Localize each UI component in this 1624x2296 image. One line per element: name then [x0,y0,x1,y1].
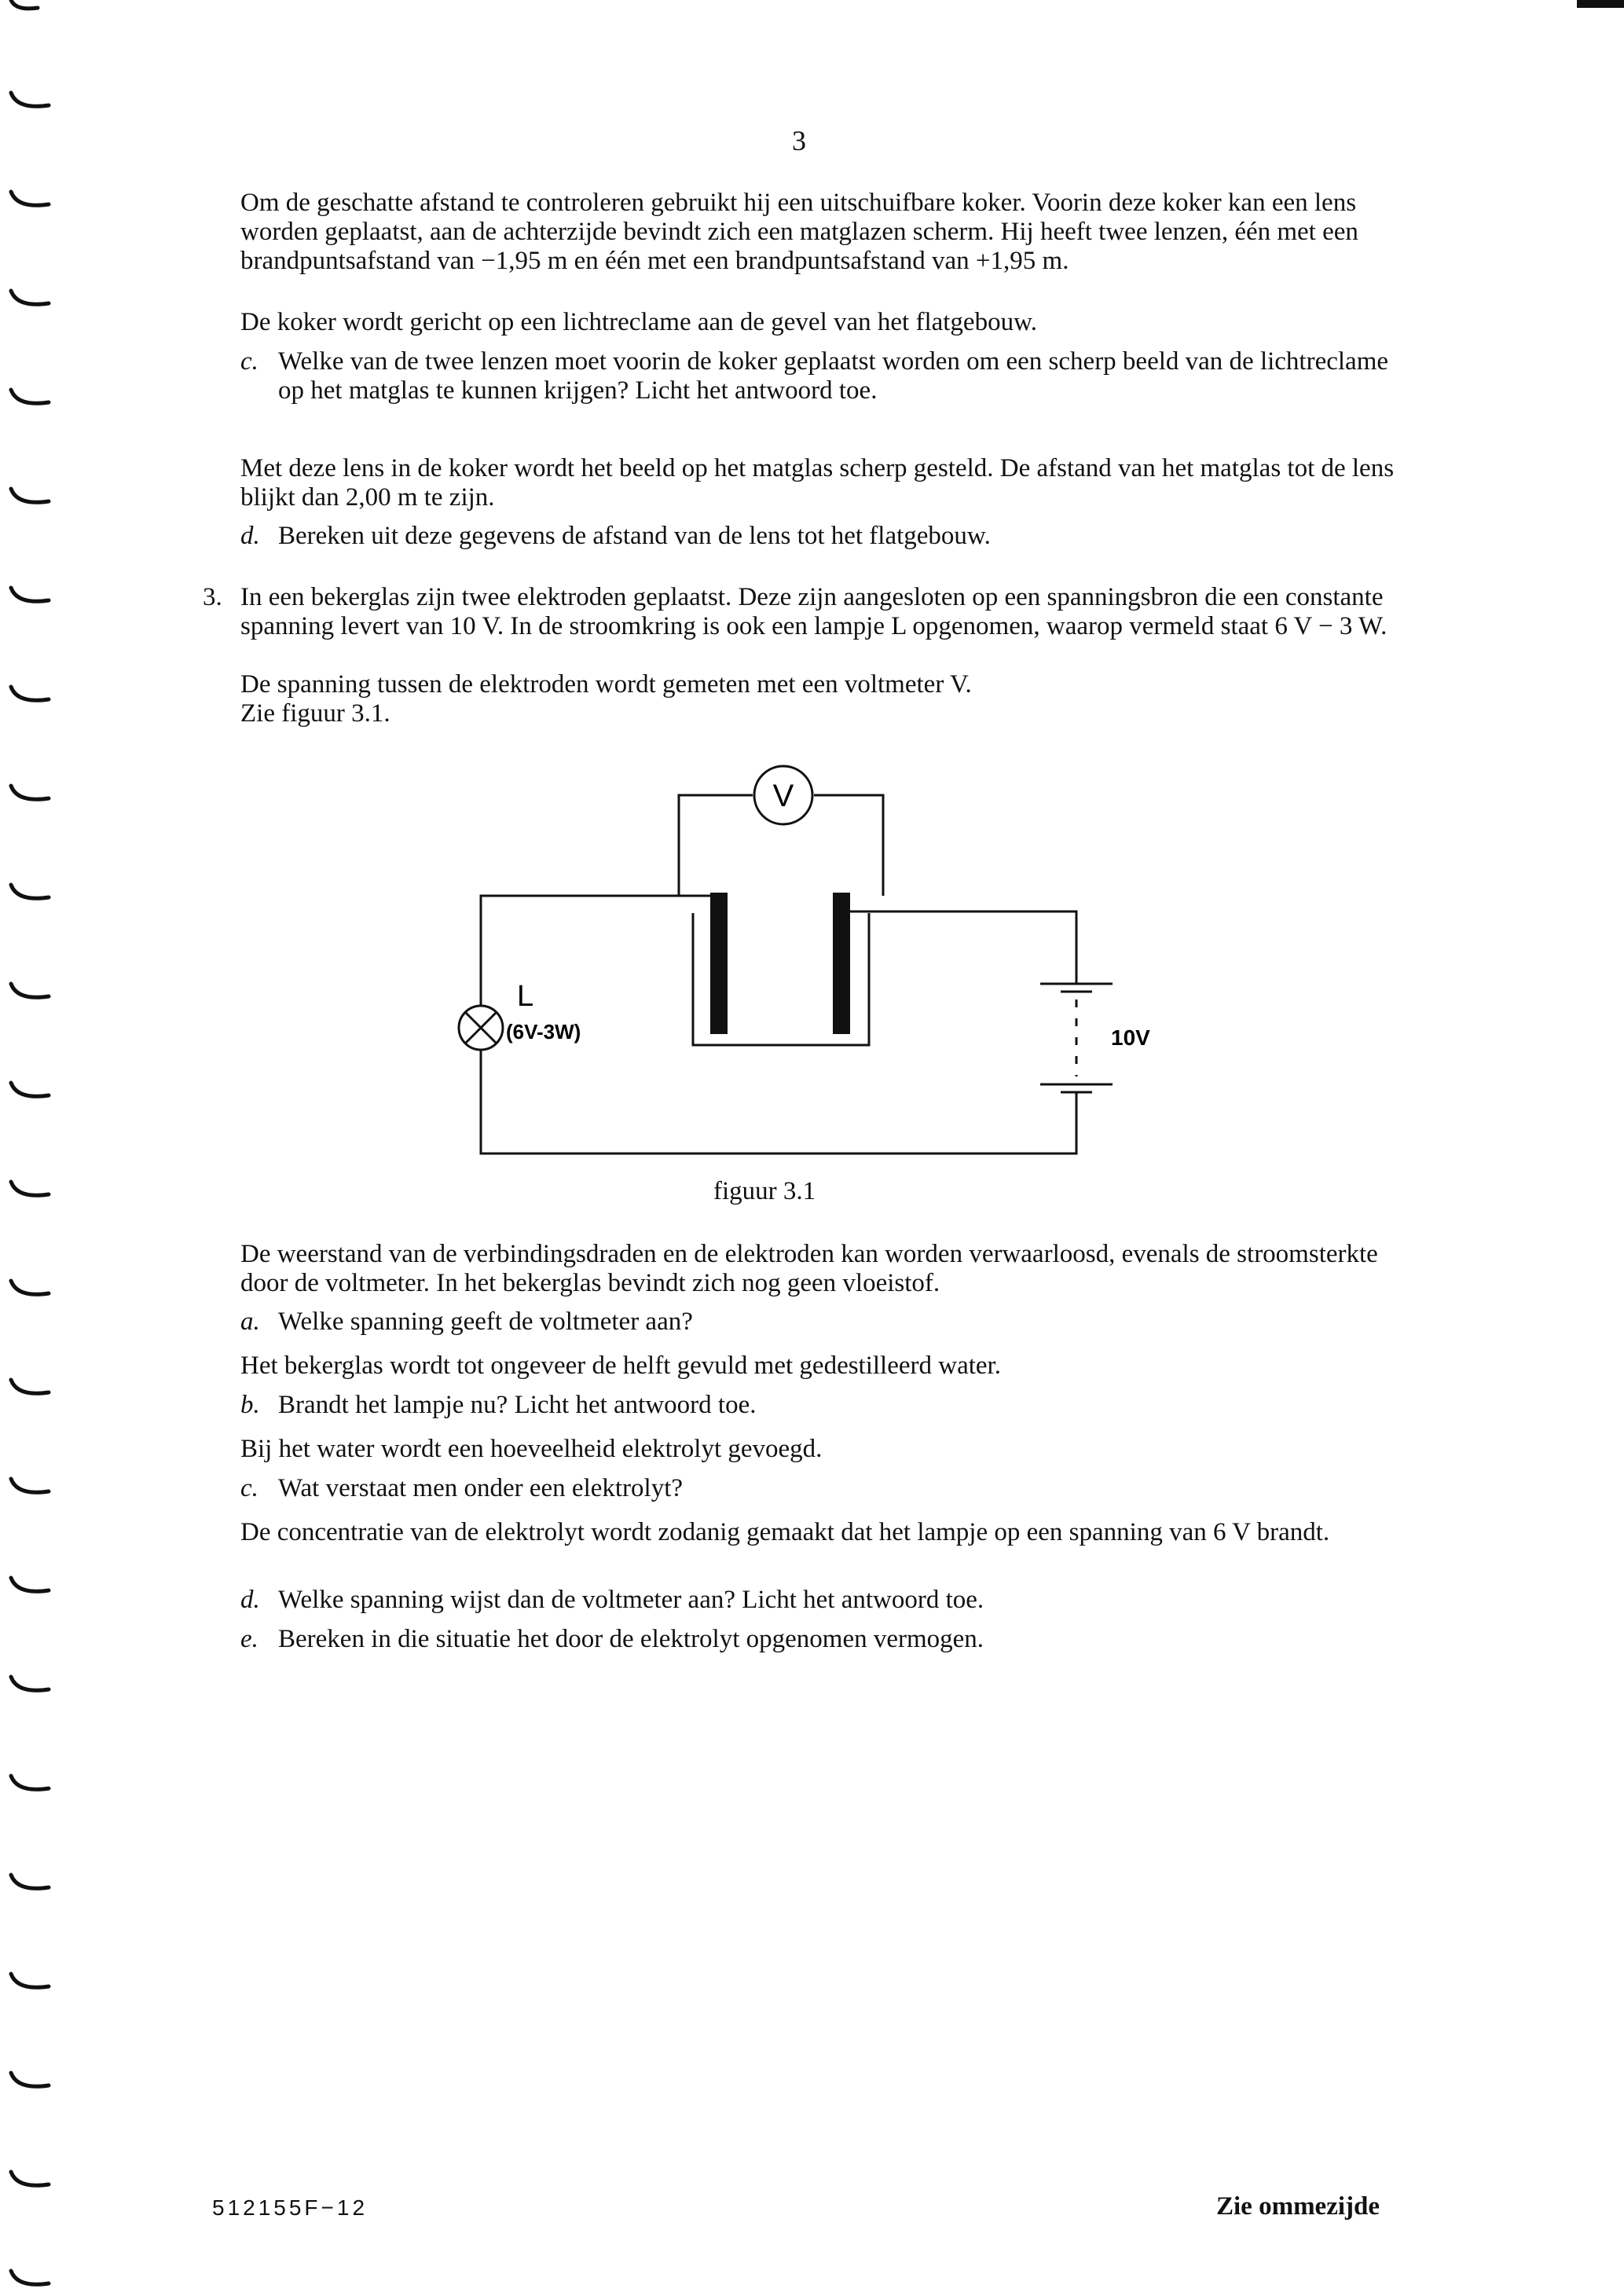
question-letter: d. [240,522,260,550]
electrode-right [833,893,850,1034]
question-letter: a. [240,1308,260,1336]
lamp-label: L [517,980,534,1013]
question-text: Welke spanning wijst dan de voltmeter aan? Licht het antwoord toe. [278,1586,984,1614]
question-number: 3. [203,583,222,611]
question-text: Welke spanning geeft de voltmeter aan? [278,1308,693,1336]
q3-paragraph-3: Zie figuur 3.1. [240,699,390,728]
question-text: Bereken in die situatie het door de elektrolyt opgenomen vermogen. [278,1625,984,1653]
q3-question-b [240,1391,1395,1420]
lamp-rating-label: (6V-3W) [506,1020,581,1043]
q3-paragraph-4: De weerstand van de verbindingsdraden en de elektroden kan worden verwaarloosd, evenals de stroomsterkte door de voltmeter. In het bekerglas bevindt zich nog geen vloeistof. [240,1240,1378,1297]
voltmeter-wire [679,795,753,896]
q3-question-c [240,1474,1395,1503]
intro-paragraph-1: Om de geschatte afstand te controleren gebruikt hij een uitschuifbare koker. Voorin deze koker kan een lens worden geplaatst, aan de achterzijde bevindt zich een matglazen scherm. Hij heeft twee lenzen, één met een brandpuntsafstand van −1,95 m en één met een brandpuntsafstand van +1,95 m. [240,189,1358,275]
question-text: Brandt het lampje nu? Licht het antwoord toe. [278,1391,757,1419]
intro-question-d [240,522,1395,551]
q3-paragraph-1: In een bekerglas zijn twee elektroden geplaatst. Deze zijn aangesloten op een spanningsbron die een constante spanning levert van 10 V. In de stroomkring is ook een lampje L opgenomen, waarop vermeld staat 6 V − 3 W. [240,583,1388,640]
question-letter: d. [240,1586,260,1614]
question-letter: c. [240,347,258,376]
electrode-left [710,893,728,1034]
q3-paragraph-5: Het bekerglas wordt tot ongeveer de helft gevuld met gedestilleerd water. [240,1352,1001,1380]
lamp-cross [465,1012,497,1043]
question-letter: b. [240,1391,260,1419]
page-number: 3 [792,125,806,156]
circuit-wire [849,911,1076,984]
q3-paragraph-2: De spanning tussen de elektroden wordt gemeten met een voltmeter V. [240,670,972,699]
question-text: Bereken uit deze gegevens de afstand van de lens tot het flatgebouw. [278,522,991,550]
q3-paragraph-6: Bij het water wordt een hoeveelheid elektrolyt gevoegd. [240,1435,823,1463]
intro-paragraph-3: Met deze lens in de koker wordt het beeld op het matglas scherp gesteld. De afstand van het matglas tot de lens blijkt dan 2,00 m te zijn. [240,454,1395,512]
q3-question-e [240,1625,1395,1654]
corner-mark [1577,0,1624,8]
q3-question-a [240,1308,1395,1337]
voltmeter-label: V [772,779,794,813]
turn-over-note: Zie ommezijde [1216,2192,1380,2221]
question-text: Wat verstaat men onder een elektrolyt? [278,1474,684,1502]
circuit-wire [481,1050,1076,1154]
circuit-wire [481,896,710,1006]
question-letter: e. [240,1625,258,1653]
source-voltage-label: 10V [1111,1025,1150,1050]
q3-paragraph-7: De concentratie van de elektrolyt wordt zodanig gemaakt dat het lampje op een spanning van 6 V brandt. [240,1518,1330,1546]
intro-paragraph-2: De koker wordt gericht op een lichtreclame aan de gevel van het flatgebouw. [240,308,1038,336]
voltmeter-wire [814,795,883,896]
intro-question-c [240,347,1395,405]
figure-caption: figuur 3.1 [713,1177,816,1205]
question-letter: c. [240,1474,258,1502]
circuit-diagram [440,746,1194,1171]
binding-marks [0,0,63,2296]
question-text: Welke van de twee lenzen moet voorin de koker geplaatst worden om een scherp beeld van de lichtreclame op het matglas te kunnen krijgen? Licht het antwoord toe. [278,347,1389,405]
q3-question-d [240,1586,1395,1615]
document-code: 512155F−12 [212,2195,368,2220]
